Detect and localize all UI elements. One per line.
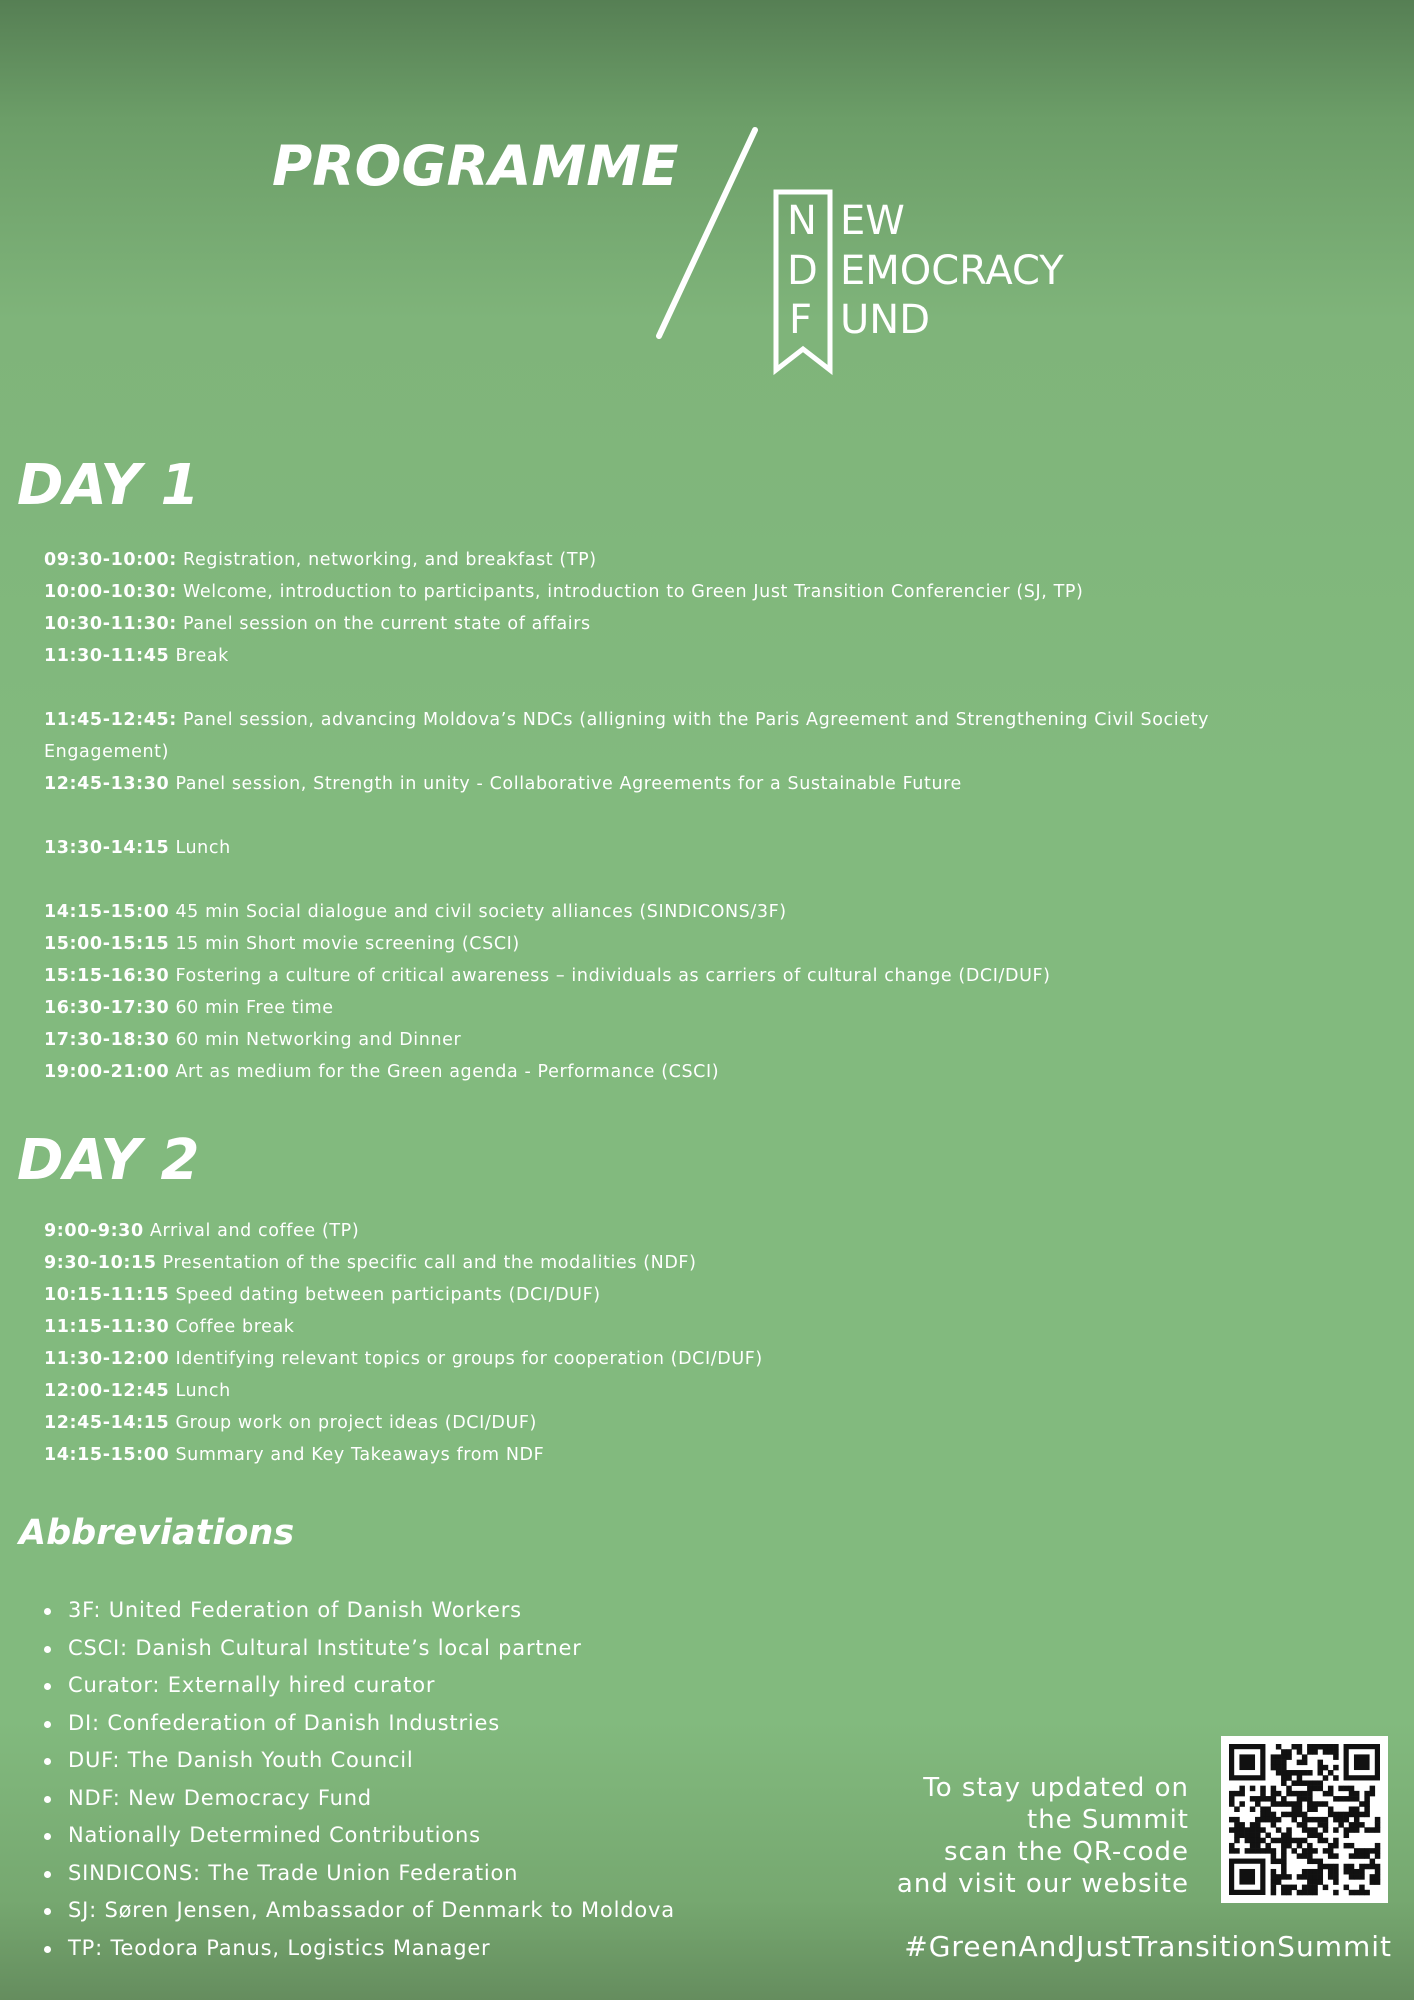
schedule-text: Art as medium for the Green agenda - Performance (CSCI)	[169, 1062, 720, 1082]
abbreviation-item: TP: Teodora Panus, Logistics Manager	[44, 1930, 675, 1968]
schedule-item	[44, 992, 1314, 1024]
abbreviation-item: DUF: The Danish Youth Council	[44, 1742, 675, 1780]
schedule-time: 11:45-12:45:	[44, 710, 177, 730]
schedule-time: 10:15-11:15	[44, 1285, 170, 1305]
schedule-time: 15:00-15:15	[44, 934, 170, 954]
schedule-text: Panel session, Strength in unity - Collaborative Agreements for a Sustainable Future	[169, 774, 962, 794]
schedule-text: Coffee break	[169, 1317, 295, 1337]
schedule-item	[44, 1343, 763, 1375]
abbreviation-item: CSCI: Danish Cultural Institute’s local partner	[44, 1630, 675, 1668]
schedule-text: Identifying relevant topics or groups for cooperation (DCI/DUF)	[169, 1349, 763, 1369]
schedule-time: 19:00-21:00	[44, 1062, 170, 1082]
schedule-time: 9:00-9:30	[44, 1221, 144, 1241]
qr-text-line: and visit our website	[896, 1869, 1189, 1899]
day2-title: DAY 2	[17, 1128, 200, 1193]
schedule-time: 09:30-10:00:	[44, 550, 177, 570]
schedule-text: Summary and Key Takeaways from NDF	[169, 1445, 545, 1465]
schedule-item	[44, 768, 1314, 800]
schedule-text: Panel session on the current state of affairs	[176, 614, 591, 634]
schedule-item	[44, 1311, 763, 1343]
abbreviation-item: SINDICONS: The Trade Union Federation	[44, 1855, 675, 1893]
schedule-time: 9:30-10:15	[44, 1253, 157, 1273]
schedule-text: Lunch	[169, 1381, 231, 1401]
divider-slash	[650, 125, 760, 340]
schedule-item	[44, 1375, 763, 1407]
schedule-text: 60 min Free time	[169, 998, 334, 1018]
schedule-item	[44, 544, 1314, 576]
schedule-item	[44, 1439, 763, 1471]
schedule-time: 16:30-17:30	[44, 998, 170, 1018]
schedule-item	[44, 576, 1314, 608]
schedule-time: 14:15-15:00	[44, 902, 170, 922]
schedule-text: Panel session, advancing Moldova’s NDCs (alligning with the Paris Agreement and Strengthening Civil Society Engagement)	[44, 710, 1210, 762]
qr-call-to-action	[897, 1772, 1189, 1900]
day2-schedule	[44, 1215, 763, 1471]
schedule-item	[44, 832, 1314, 864]
schedule-item	[44, 704, 1314, 768]
schedule-time: 12:00-12:45	[44, 1381, 170, 1401]
schedule-time: 12:45-13:30	[44, 774, 170, 794]
schedule-item	[44, 1024, 1314, 1056]
schedule-text: Lunch	[169, 838, 231, 858]
schedule-time: 15:15-16:30	[44, 966, 170, 986]
abbreviation-item: NDF: New Democracy Fund	[44, 1780, 675, 1818]
schedule-time: 17:30-18:30	[44, 1030, 170, 1050]
page-title: PROGRAMME	[272, 134, 679, 198]
abbreviations-title: Abbreviations	[19, 1513, 295, 1553]
day1-title: DAY 1	[17, 453, 200, 518]
schedule-time: 10:30-11:30:	[44, 614, 177, 634]
schedule-item	[44, 1215, 763, 1247]
schedule-text: Break	[169, 646, 229, 666]
schedule-text: Arrival and coffee (TP)	[143, 1221, 360, 1241]
day1-schedule	[44, 544, 1314, 1088]
logo-letter-d: D	[787, 248, 818, 294]
abbreviation-item: SJ: Søren Jensen, Ambassador of Denmark to Moldova	[44, 1892, 675, 1930]
logo-letter-f: F	[789, 297, 813, 343]
schedule-item	[44, 1407, 763, 1439]
abbreviation-item: DI: Confederation of Danish Industries	[44, 1705, 675, 1743]
schedule-time: 10:00-10:30:	[44, 582, 177, 602]
schedule-text: 45 min Social dialogue and civil society alliances (SINDICONS/3F)	[169, 902, 787, 922]
schedule-time: 13:30-14:15	[44, 838, 170, 858]
qr-text-line: the Summit	[1027, 1805, 1189, 1835]
schedule-item	[44, 1056, 1314, 1088]
schedule-item	[44, 928, 1314, 960]
schedule-time: 11:30-12:00	[44, 1349, 170, 1369]
schedule-time: 12:45-14:15	[44, 1413, 170, 1433]
schedule-text: Welcome, introduction to participants, introduction to Green Just Transition Conferencier (SJ, TP)	[176, 582, 1084, 602]
schedule-item	[44, 896, 1314, 928]
qr-code-icon[interactable]	[1221, 1736, 1388, 1903]
schedule-time: 14:15-15:00	[44, 1445, 170, 1465]
logo-word-new: EW	[840, 198, 905, 244]
schedule-time: 11:15-11:30	[44, 1317, 170, 1337]
schedule-item	[44, 640, 1314, 672]
abbreviation-item: 3F: United Federation of Danish Workers	[44, 1592, 675, 1630]
schedule-item	[44, 960, 1314, 992]
schedule-item	[44, 608, 1314, 640]
abbreviation-item: Curator: Externally hired curator	[44, 1667, 675, 1705]
abbreviation-item: Nationally Determined Contributions	[44, 1817, 675, 1855]
hashtag: #GreenAndJustTransitionSummit	[904, 1930, 1392, 1963]
schedule-time: 11:30-11:45	[44, 646, 170, 666]
schedule-text: Presentation of the specific call and the modalities (NDF)	[156, 1253, 697, 1273]
logo-letter-n: N	[787, 198, 817, 244]
qr-text-line: To stay updated on	[923, 1773, 1189, 1803]
schedule-text: Group work on project ideas (DCI/DUF)	[169, 1413, 537, 1433]
schedule-item	[44, 1279, 763, 1311]
schedule-text: Registration, networking, and breakfast (TP)	[176, 550, 597, 570]
qr-code-graphic	[1221, 1736, 1388, 1903]
logo-word-fund: UND	[840, 297, 930, 343]
abbreviations-list	[44, 1592, 675, 1967]
schedule-item	[44, 1247, 763, 1279]
schedule-text: 60 min Networking and Dinner	[169, 1030, 462, 1050]
schedule-text: Speed dating between participants (DCI/DUF)	[169, 1285, 601, 1305]
logo-word-democracy: EMOCRACY	[840, 248, 1064, 294]
schedule-text: Fostering a culture of critical awareness – individuals as carriers of cultural change (DCI/DUF)	[169, 966, 1051, 986]
qr-text-line: scan the QR-code	[943, 1837, 1189, 1867]
schedule-text: 15 min Short movie screening (CSCI)	[169, 934, 520, 954]
